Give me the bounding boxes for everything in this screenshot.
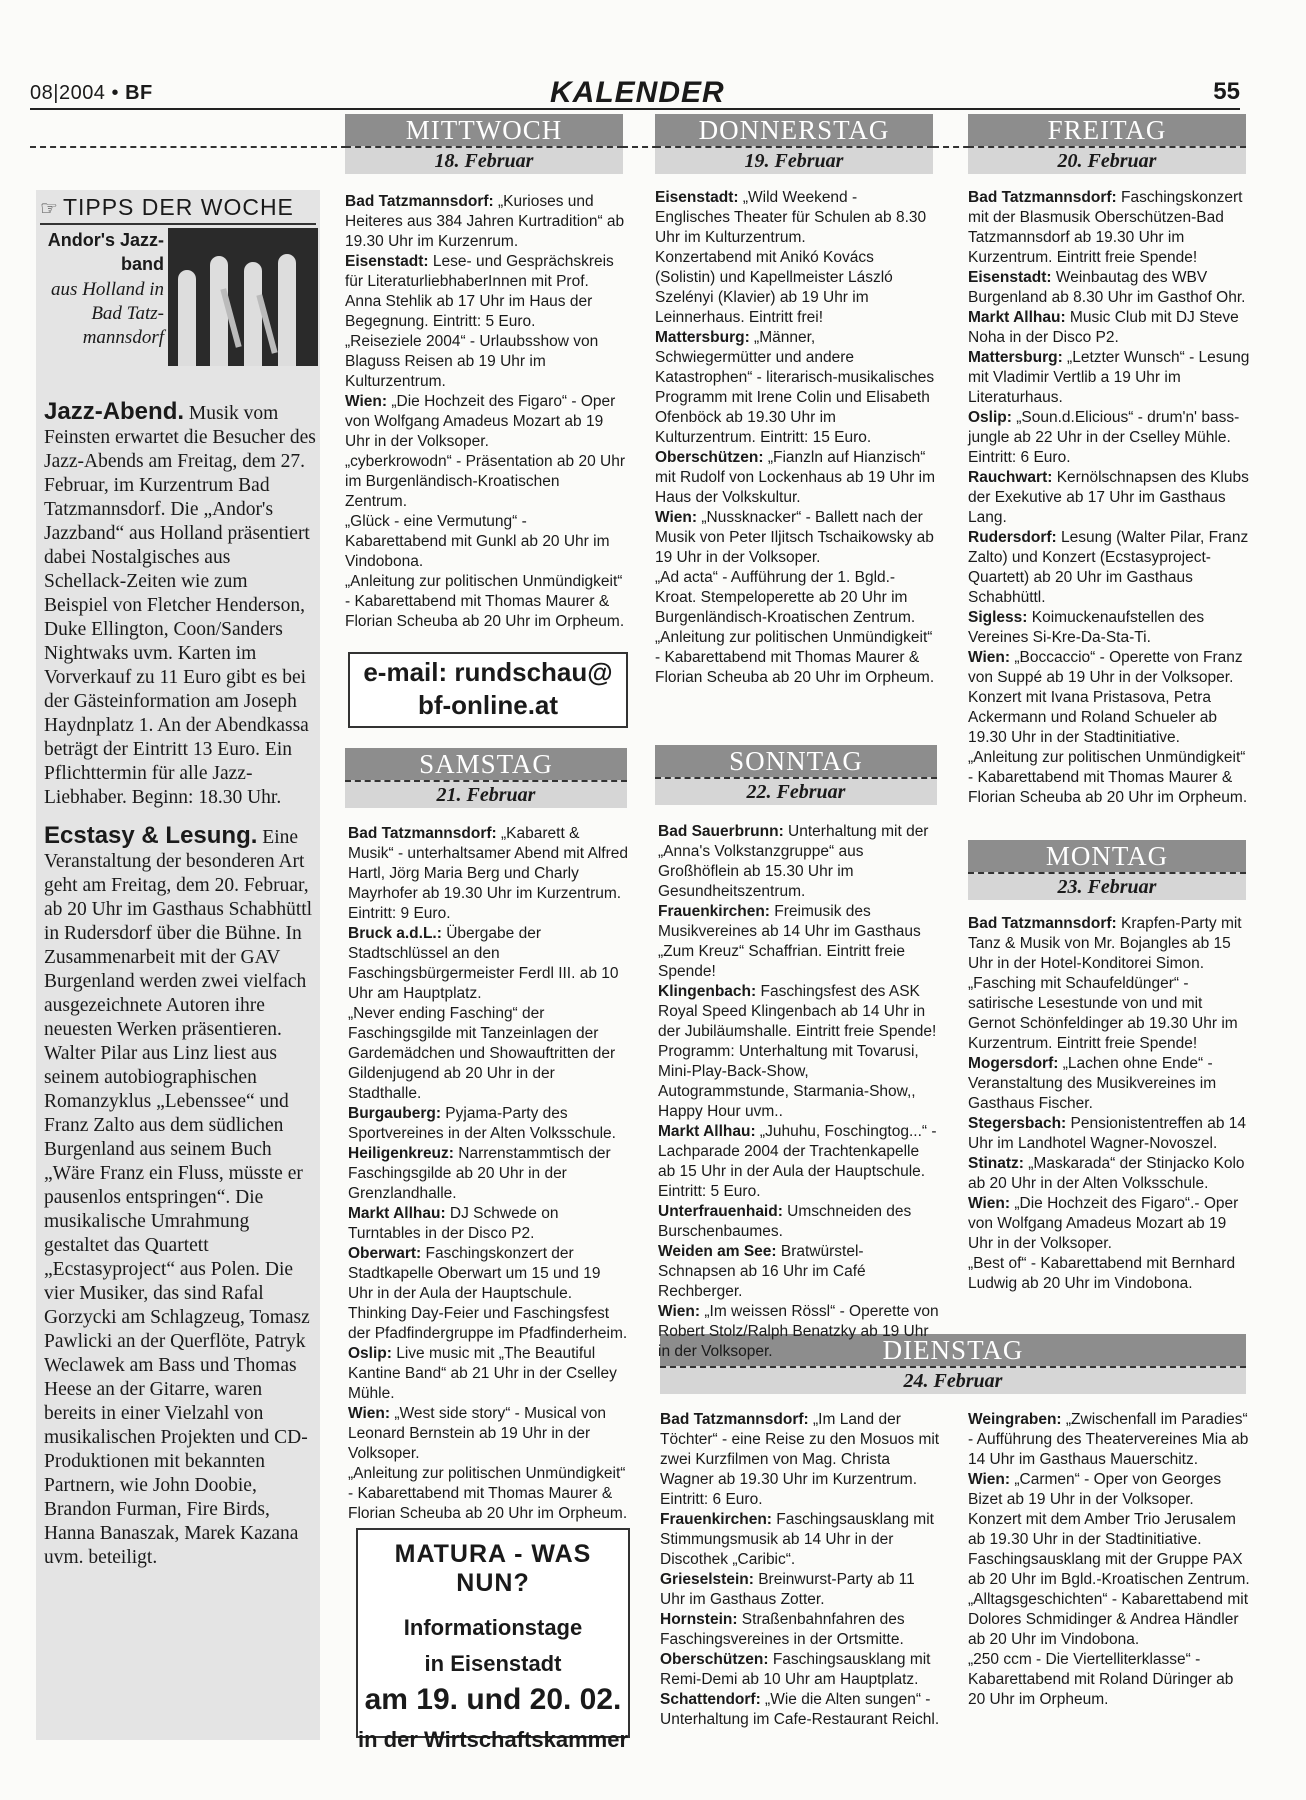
event-place: Wien:: [658, 1303, 701, 1320]
day-header-freitag: FREITAG 20. Februar: [968, 114, 1246, 174]
article-ecstasy-lesung: Ecstasy & Lesung. Eine Veranstaltung der besonderen Art geht am Freitag, dem 20. Februar, ab 20 Uhr im Gasthaus Schabhüttl in Rudersdorf über die Bühne. In Zusammenarbeit mit der GAV Burgenland werden zwei vielfach ausgezeichnete Autoren ihre neuesten Werken präsentieren. Walter Pilar aus Linz liest aus seinem autobiographischen Romanzyklus „Lebenssee“ und Franz Zalto aus dem südlichen Burgenland aus seinem Buch „Wäre Franz ein Fluss, müsste er pausenlos entspringen“. Die musikalische Umrahmung gestaltet das Quartett „Ecstasyproject“ aus Polen. Die vier Musiker, das sind Rafal Gorzycki am Schlagzeug, Tomasz Pawlicki an der Querflöte, Patryk Weclawek am Bass und Thomas Heese an der Gitarre, waren bereits in einer Vielzahl von musikalischen Projekten und CD-Produktionen mit bekannten Partnern, wie John Doobie, Brandon Furman, Fire Birds, Hanna Banaszak, Marek Kazana uvm. beteiligt.: [44, 822, 313, 1568]
event-entry: [968, 468, 1250, 528]
email-box: [348, 652, 628, 728]
event-entry: [348, 1144, 628, 1204]
event-text: „Wie die Alten sungen“ - Unterhaltung im Cafe-Restaurant Reichl.: [660, 1691, 940, 1728]
event-entry: [968, 348, 1250, 408]
event-text: „Reiseziele 2004“ - Urlaubsshow von Blaguss Reisen ab 19 Uhr im Kulturzentrum.: [345, 333, 599, 390]
event-place: Wien:: [968, 649, 1011, 666]
matura-ad: [356, 1528, 630, 1752]
event-entry: [658, 982, 940, 1122]
event-text: Kernölschnapsen des Klubs der Exekutive ab 17 Uhr im Gasthaus Lang.: [968, 469, 1249, 526]
event-place: Hornstein:: [660, 1611, 738, 1628]
events-dienstag-right: [968, 1410, 1250, 1710]
page-number: 55: [1213, 78, 1240, 105]
event-place: Grieselstein:: [660, 1571, 754, 1588]
event-place: Bad Tatzmannsdorf:: [660, 1411, 809, 1428]
event-place: Oslip:: [348, 1345, 392, 1362]
event-entry: [658, 1202, 940, 1242]
event-entry: [348, 1204, 628, 1244]
event-text: Krapfen-Party mit Tanz & Musik von Mr. Bojangles ab 15 Uhr in der Hotel-Konditorei Simon.: [968, 915, 1242, 972]
event-entry: [348, 1004, 628, 1104]
event-place: Eisenstadt:: [968, 269, 1052, 286]
event-place: Bad Tatzmannsdorf:: [968, 189, 1117, 206]
photo-caption-title: Andor's Jazz-band: [47, 230, 164, 274]
event-place: Bad Tatzmannsdorf:: [968, 915, 1117, 932]
event-entry: [968, 648, 1250, 688]
event-text: „Im weissen Rössl“ - Operette von Robert Stolz/Ralph Benatzky ab 19 Uhr in der Volksoper.: [658, 1303, 939, 1360]
email-line-2: bf-online.at: [417, 690, 559, 720]
event-text: „Juhuhu, Foschingtog...“ - Lachparade 2004 der Trachtenkapelle ab 15 Uhr in der Aula der Hauptschule. Eintritt: 5 Euro.: [658, 1123, 937, 1200]
header-rule: [30, 108, 1240, 110]
event-entry: [968, 974, 1250, 1054]
event-text: „cyberkrowodn“ - Präsentation ab 20 Uhr im Burgenländisch-Kroatischen Zentrum.: [345, 453, 625, 510]
photo-caption-subtitle: aus Holland in Bad Tatz-mannsdorf: [51, 279, 164, 348]
event-place: Mattersburg:: [655, 329, 750, 346]
event-entry: [658, 1242, 940, 1302]
event-entry: [968, 608, 1250, 648]
event-place: Frauenkirchen:: [658, 903, 770, 920]
event-place: Bad Tatzmannsdorf:: [345, 193, 494, 210]
event-text: Faschingskonzert der Stadtkapelle Oberwart um 15 und 19 Uhr in der Aula der Hauptschule.: [348, 1245, 601, 1302]
event-place: Sigless:: [968, 609, 1028, 626]
event-entry: [655, 568, 935, 628]
event-text: Übergabe der Stadtschlüssel an den Faschingsbürgermeister Ferdl III. ab 10 Uhr am Hauptplatz.: [348, 925, 619, 1002]
event-entry: [660, 1570, 942, 1610]
event-place: Heiligenkreuz:: [348, 1145, 454, 1162]
events-donnerstag: [655, 188, 935, 688]
event-entry: [968, 688, 1250, 748]
event-text: „Never ending Fasching“ der Faschingsgilde mit Tanzeinlagen der Gardemädchen und Showauftritten der Gildenjugend ab 20 Uhr in der Stadthalle.: [348, 1005, 616, 1102]
event-place: Eisenstadt:: [655, 189, 739, 206]
event-text: „Kabarett & Musik“ - unterhaltsamer Abend mit Alfred Hartl, Jörg Maria Berg und Charly Mayrhofer ab 19.30 Uhr im Kurzentrum. Eintritt: 9 Euro.: [348, 825, 628, 922]
event-place: Markt Allhau:: [658, 1123, 756, 1140]
event-entry: [968, 528, 1250, 608]
event-text: „Wild Weekend - Englisches Theater für Schulen ab 8.30 Uhr im Kulturzentrum.: [655, 189, 927, 246]
event-text: Konzertabend mit Anikó Kovács (Solistin) und Kapellmeister László Szelényi (Klavier) ab 19 Uhr im Leinnerhaus. Eintritt frei!: [655, 249, 893, 326]
event-place: Wien:: [655, 509, 698, 526]
event-text: „West side story“ - Musical von Leonard Bernstein ab 19 Uhr in der Volksoper.: [348, 1405, 606, 1462]
event-text: Faschingsausklang mit Stimmungsmusik ab 14 Uhr in der Discothek „Caribic“.: [660, 1511, 934, 1568]
event-entry: [968, 1154, 1250, 1194]
event-place: Schattendorf:: [660, 1691, 761, 1708]
event-place: Rauchwart:: [968, 469, 1053, 486]
event-text: Bratwürstel-Schnapsen ab 16 Uhr im Café Rechberger.: [658, 1243, 866, 1300]
tips-articles: [44, 400, 316, 1584]
event-entry: [655, 628, 935, 688]
event-text: Thinking Day-Feier und Faschingsfest der Pfadfindergruppe im Pfadfinderheim.: [348, 1305, 628, 1342]
event-text: „Nussknacker“ - Ballett nach der Musik von Peter Iljitsch Tschaikowsky ab 19 Uhr in der Volksoper.: [655, 509, 934, 566]
event-entry: [348, 1344, 628, 1404]
day-header-sonntag: SONNTAG 22. Februar: [655, 745, 937, 805]
event-entry: [968, 1550, 1250, 1590]
event-entry: [348, 1304, 628, 1344]
matura-line-1: Informationstage: [403, 1615, 583, 1640]
tips-heading: ☞ TIPPS DER WOCHE: [40, 194, 316, 225]
event-place: Wien:: [968, 1471, 1011, 1488]
event-text: Pensionistentreffen ab 14 Uhr im Landhotel Wagner-Novoszel.: [968, 1115, 1247, 1152]
event-entry: [968, 268, 1250, 308]
event-text: „Anleitung zur politischen Unmündigkeit“ - Kabarettabend mit Thomas Maurer & Florian Scheuba ab 20 Uhr im Orpheum.: [968, 749, 1248, 806]
event-place: Bad Tatzmannsdorf:: [348, 825, 497, 842]
event-text: „Alltagsgeschichten“ - Kabarettabend mit Dolores Schmidinger & Andrea Händler ab 20 Uhr im Vindobona.: [968, 1591, 1249, 1648]
events-dienstag-left: [660, 1410, 942, 1730]
event-entry: [658, 902, 940, 982]
event-text: Umschneiden des Burschenbaumes.: [658, 1203, 912, 1240]
event-text: Straßenbahnfahren des Faschingsvereines in der Ortsmitte.: [660, 1611, 905, 1648]
event-place: Weiden am See:: [658, 1243, 777, 1260]
event-place: Markt Allhau:: [348, 1205, 446, 1222]
event-text: „Soun.d.Elicious“ - drum'n' bass-jungle ab 22 Uhr in der Cselley Mühle. Eintritt: 6 Euro.: [968, 409, 1240, 466]
event-entry: [968, 1470, 1250, 1510]
event-place: Mogersdorf:: [968, 1055, 1059, 1072]
event-entry: [348, 1244, 628, 1304]
email-line-1: e-mail: rundschau@: [363, 657, 613, 687]
event-place: Wien:: [968, 1195, 1011, 1212]
event-entry: [968, 188, 1250, 268]
event-place: Bruck a.d.L.:: [348, 925, 442, 942]
event-text: Lesung (Walter Pilar, Franz Zalto) und Konzert (Ecstasyproject-Quartett) ab 20 Uhr im Gasthaus Schabhüttl.: [968, 529, 1249, 606]
event-entry: [348, 824, 628, 924]
event-text: Breinwurst-Party ab 11 Uhr im Gasthaus Zotter.: [660, 1571, 915, 1608]
event-entry: [348, 1104, 628, 1144]
event-text: „Anleitung zur politischen Unmündigkeit“ - Kabarettabend mit Thomas Maurer & Florian Scheuba ab 20 Uhr im Orpheum.: [655, 629, 935, 686]
event-place: Rudersdorf:: [968, 529, 1057, 546]
event-entry: [968, 914, 1250, 974]
event-entry: [968, 1254, 1250, 1294]
event-entry: [968, 748, 1250, 808]
event-entry: [968, 1194, 1250, 1254]
event-text: „Kurioses und Heiteres aus 384 Jahren Kurtradition“ ab 19.30 Uhr im Kurzenrum.: [345, 193, 625, 250]
events-mittwoch: [345, 192, 625, 632]
event-entry: [345, 452, 625, 512]
event-entry: [968, 1114, 1250, 1154]
event-text: Weinbautag des WBV Burgenland ab 8.30 Uhr im Gasthof Ohr.: [968, 269, 1246, 306]
event-text: Faschingskonzert mit der Blasmusik Oberschützen-Bad Tatzmannsdorf ab 19.30 Uhr im Kurzentrum. Eintritt freie Spende!: [968, 189, 1243, 266]
issue-label: 08|2004 • BF: [30, 82, 153, 104]
events-sonntag: [658, 822, 940, 1362]
article-jazz-abend: Jazz-Abend. Musik vom Feinsten erwartet die Besucher des Jazz-Abends am Freitag, dem 27. Februar, im Kurzentrum Bad Tatzmannsdorf. Die „Andor's Jazzband“ aus Holland präsentiert dabei Nostalgisches aus Schellack-Zeiten wie zum Beispiel von Fletcher Henderson, Duke Ellington, Coon/Sanders Nightwaks uvm. Karten im Vorverkauf zu 11 Euro gibt es bei der Gästeinformation am Joseph Haydnplatz 1. An der Abendkassa beträgt der Eintritt 13 Euro. Ein Pflichttermin für alle Jazz-Liebhaber. Beginn: 18.30 Uhr.: [44, 398, 316, 808]
event-entry: [655, 188, 935, 248]
event-text: Unterhaltung mit der „Anna's Volkstanzgruppe“ aus Großhöflein ab 15.30 Uhr im Gesundheitszentrum.: [658, 823, 929, 900]
event-place: Eisenstadt:: [345, 253, 429, 270]
event-entry: [660, 1510, 942, 1570]
event-place: Klingenbach:: [658, 983, 757, 1000]
event-place: Frauenkirchen:: [660, 1511, 772, 1528]
event-text: Konzert mit Ivana Pristasova, Petra Ackermann und Roland Schueler ab 19.30 Uhr in der Stadtinitiative.: [968, 689, 1218, 746]
event-entry: [660, 1690, 942, 1730]
event-text: „Ad acta“ - Aufführung der 1. Bgld.-Kroat. Stempeloperette ab 20 Uhr im Burgenländisch-Kroatischen Zentrum.: [655, 569, 916, 626]
event-text: „250 ccm - Die Viertelliterklasse“ - Kabarettabend mit Roland Düringer ab 20 Uhr im Orpheum.: [968, 1651, 1234, 1708]
event-text: DJ Schwede on Turntables in der Disco P2.: [348, 1205, 559, 1242]
event-place: Mattersburg:: [968, 349, 1063, 366]
event-text: Music Club mit DJ Steve Noha in der Disco P2.: [968, 309, 1239, 346]
day-header-mittwoch: MITTWOCH 18. Februar: [345, 114, 623, 174]
event-text: „Maskarada“ der Stinjacko Kolo ab 20 Uhr in der Alten Volksschule.: [968, 1155, 1245, 1192]
page-header: [30, 76, 1240, 108]
event-text: „Männer, Schwiegermütter und andere Katastrophen“ - literarisch-musikalisches Programm mit Irene Colin und Elisabeth Ofenböck ab 19.30 Uhr im Kulturzentrum. Eintritt: 15 Euro.: [655, 329, 935, 446]
event-entry: [655, 508, 935, 568]
event-text: „Lachen ohne Ende“ - Veranstaltung des Musikvereines im Gasthaus Fischer.: [968, 1055, 1217, 1112]
events-freitag: [968, 188, 1250, 808]
event-place: Weingraben:: [968, 1411, 1062, 1428]
event-entry: [655, 328, 935, 448]
event-entry: [968, 1650, 1250, 1710]
event-text: Live music mit „The Beautiful Kantine Band“ ab 21 Uhr in der Cselley Mühle.: [348, 1345, 617, 1402]
event-entry: [345, 332, 625, 392]
event-place: Markt Allhau:: [968, 309, 1066, 326]
event-entry: [968, 408, 1250, 468]
event-text: „Die Hochzeit des Figaro“.- Oper von Wolfgang Amadeus Mozart ab 19 Uhr in der Volksoper.: [968, 1195, 1239, 1252]
event-entry: [345, 392, 625, 452]
event-entry: [968, 1510, 1250, 1550]
event-text: „Zwischenfall im Paradies“ - Aufführung des Theatervereines Mia ab 14 Uhr im Gasthaus Mauerschitz.: [968, 1411, 1249, 1468]
event-entry: [348, 1464, 628, 1524]
event-text: „Anleitung zur politischen Unmündigkeit“ - Kabarettabend mit Thomas Maurer & Florian Scheuba ab 20 Uhr im Orpheum.: [345, 573, 625, 630]
matura-line-4: in der Wirtschaftskammer: [358, 1727, 629, 1752]
event-text: Narrenstammtisch der Faschingsgilde ab 20 Uhr in der Grenzlandhalle.: [348, 1145, 611, 1202]
event-text: Freimusik des Musikvereines ab 14 Uhr im Gasthaus „Zum Kreuz“ Schaffrian. Eintritt freie Spende!: [658, 903, 921, 980]
event-entry: [655, 448, 935, 508]
events-montag: [968, 914, 1250, 1294]
day-header-montag: MONTAG 23. Februar: [968, 840, 1246, 900]
event-entry: [348, 924, 628, 1004]
event-entry: [660, 1650, 942, 1690]
event-place: Oberschützen:: [660, 1651, 769, 1668]
event-place: Unterfrauenhaid:: [658, 1203, 783, 1220]
day-header-donnerstag: DONNERSTAG 19. Februar: [655, 114, 933, 174]
event-entry: [345, 192, 625, 252]
event-entry: [345, 252, 625, 332]
event-text: „Im Land der Töchter“ - eine Reise zu den Mosuos mit zwei Kurzfilmen von Mag. Christa Wagner ab 19.30 Uhr im Kurzentrum. Eintritt: 6 Euro.: [660, 1411, 940, 1508]
event-entry: [660, 1410, 942, 1510]
event-place: Oberwart:: [348, 1245, 422, 1262]
event-place: Oberschützen:: [655, 449, 764, 466]
event-text: „Letzter Wunsch“ - Lesung mit Vladimir Vertlib a 19 Uhr im Literaturhaus.: [968, 349, 1250, 406]
event-text: „Best of“ - Kabarettabend mit Bernhard Ludwig ab 20 Uhr im Vindobona.: [968, 1255, 1236, 1292]
event-text: „Carmen“ - Oper von Georges Bizet ab 19 Uhr in der Volksoper.: [968, 1471, 1222, 1508]
event-place: Wien:: [345, 393, 388, 410]
event-entry: [968, 1590, 1250, 1650]
event-entry: [658, 822, 940, 902]
event-place: Burgauberg:: [348, 1105, 441, 1122]
event-entry: [345, 572, 625, 632]
event-entry: [658, 1302, 940, 1362]
section-title: KALENDER: [550, 76, 725, 109]
event-place: Wien:: [348, 1405, 391, 1422]
pointing-hand-icon: ☞: [40, 198, 59, 220]
event-text: „Fasching mit Schaufeldünger“ - satirische Lesestunde von und mit Gernot Schönfeldinger ab 19.30 Uhr im Kurzentrum. Eintritt freie Spende!: [968, 975, 1238, 1052]
matura-line-2: in Eisenstadt: [424, 1651, 562, 1676]
event-text: „Glück - eine Vermutung“ - Kabarettabend mit Gunkl ab 20 Uhr im Vindobona.: [345, 513, 610, 570]
event-entry: [655, 248, 935, 328]
event-entry: [968, 1054, 1250, 1114]
day-header-samstag: SAMSTAG 21. Februar: [345, 748, 627, 808]
events-samstag: [348, 824, 628, 1524]
event-text: „Die Hochzeit des Figaro“ - Oper von Wolfgang Amadeus Mozart ab 19 Uhr in der Volksoper.: [345, 393, 616, 450]
jazzband-photo: [168, 228, 318, 366]
event-place: Bad Sauerbrunn:: [658, 823, 784, 840]
event-text: „Fianzln auf Hianzisch“ mit Rudolf von Lockenhaus ab 19 Uhr im Haus der Volkskultur.: [655, 449, 936, 506]
event-entry: [348, 1404, 628, 1464]
event-entry: [345, 512, 625, 572]
tips-sidebar: [36, 190, 320, 1740]
event-entry: [658, 1122, 940, 1202]
day-header-dienstag: DIENSTAG 24. Februar: [660, 1334, 1246, 1394]
event-entry: [968, 308, 1250, 348]
matura-title: MATURA - WAS NUN?: [394, 1540, 592, 1597]
event-place: Oslip:: [968, 409, 1012, 426]
event-place: Stegersbach:: [968, 1115, 1067, 1132]
matura-line-3: am 19. und 20. 02.: [364, 1683, 622, 1716]
event-text: Faschingsfest des ASK Royal Speed Klingenbach ab 14 Uhr in der Jubiläumshalle. Eintritt freie Spende! Programm: Unterhaltung mit Tovarusi, Mini-Play-Back-Show, Autogrammstunde, Starmania-Show,, Happy Hour uvm..: [658, 983, 937, 1120]
event-text: Koimuckenaufstellen des Vereines Si-Kre-Da-Sta-Ti.: [968, 609, 1205, 646]
event-text: „Anleitung zur politischen Unmündigkeit“ - Kabarettabend mit Thomas Maurer & Florian Scheuba ab 20 Uhr im Orpheum.: [348, 1465, 628, 1522]
event-text: Faschingsausklang mit Remi-Demi ab 10 Uhr am Hauptplatz.: [660, 1651, 931, 1688]
event-entry: [660, 1610, 942, 1650]
event-entry: [968, 1410, 1250, 1470]
event-text: Konzert mit dem Amber Trio Jerusalem ab 19.30 Uhr in der Stadtinitiative.: [968, 1511, 1236, 1548]
event-text: Lese- und Gesprächskreis für LiteraturliebhaberInnen mit Prof. Anna Stehlik ab 17 Uhr im Haus der Begegnung. Eintritt: 5 Euro.: [345, 253, 614, 330]
event-text: Faschingsausklang mit der Gruppe PAX ab 20 Uhr im Bgld.-Kroatischen Zentrum.: [968, 1551, 1250, 1588]
event-text: „Boccaccio“ - Operette von Franz von Suppé ab 19 Uhr in der Volksoper.: [968, 649, 1243, 686]
event-place: Stinatz:: [968, 1155, 1024, 1172]
event-text: Pyjama-Party des Sportvereines in der Alten Volksschule.: [348, 1105, 616, 1142]
